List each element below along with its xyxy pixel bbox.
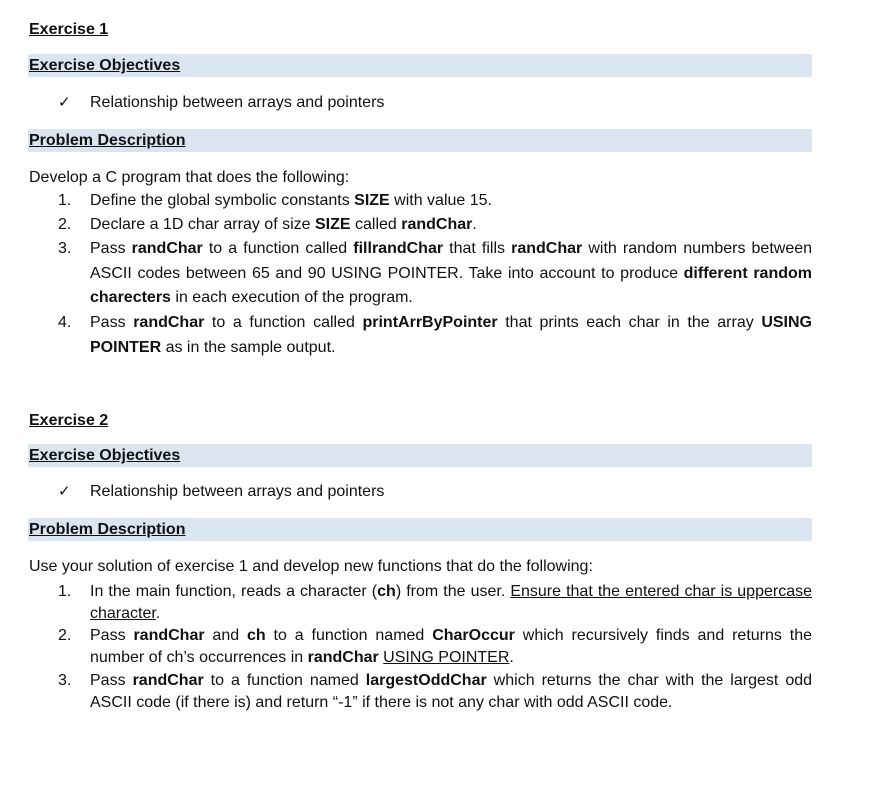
exercise-1-objective: Relationship between arrays and pointers bbox=[90, 94, 385, 111]
list-item bbox=[90, 670, 812, 714]
exercise-2-problem-band bbox=[28, 518, 812, 541]
list-item bbox=[90, 625, 812, 669]
exercise-2-intro: Use your solution of exercise 1 and develop new functions that do the following: bbox=[29, 558, 593, 575]
bold-text: different random charecters bbox=[90, 264, 812, 306]
exercise-2-objectives-band bbox=[28, 444, 812, 467]
exercise-1-problem-heading: Problem Description bbox=[29, 132, 186, 149]
underlined-text: USING POINTER bbox=[383, 649, 510, 666]
text-run: with random numbers between ASCII codes between 65 and 90 USING POINTER. Take into account to produce bbox=[90, 240, 813, 282]
list-item bbox=[90, 581, 812, 625]
list-item bbox=[90, 237, 812, 311]
text-run: to a function named bbox=[265, 627, 433, 644]
bold-text: ch bbox=[377, 583, 396, 600]
text-run: in each execution of the program. bbox=[170, 289, 413, 306]
exercise-2-problem-heading: Problem Description bbox=[29, 521, 186, 538]
text-run: as in the sample output. bbox=[161, 338, 336, 356]
text-run: Define the global symbolic constants bbox=[90, 192, 355, 209]
text-run: Declare a 1D char array of size bbox=[90, 216, 315, 233]
bold-text: CharOccur bbox=[432, 627, 515, 644]
exercise-1-objectives-heading: Exercise Objectives bbox=[29, 57, 181, 74]
exercise-1-objectives-band bbox=[28, 54, 812, 77]
text-run: to a function called bbox=[204, 314, 363, 331]
text-run: . bbox=[472, 216, 477, 233]
bold-text: ch bbox=[247, 627, 266, 644]
bold-text: randChar bbox=[511, 240, 583, 257]
exercise-1-problem-band bbox=[28, 129, 812, 152]
text-run: and bbox=[204, 627, 247, 644]
text-run: which returns the char with the largest odd ASCII code (if there is) and return “-1” if there is not any char with odd ASCII code. bbox=[90, 672, 813, 711]
text-run: that fills bbox=[443, 240, 512, 257]
text-run: Pass bbox=[90, 314, 134, 331]
list-item-number: 1. bbox=[58, 192, 72, 209]
bold-text: largestOddChar bbox=[365, 672, 487, 689]
text-run: Pass bbox=[90, 627, 134, 644]
list-item-number: 3. bbox=[58, 672, 72, 689]
check-icon: ✓ bbox=[58, 94, 71, 111]
list-item bbox=[90, 189, 812, 214]
text-run: which recursively finds and returns the number of ch’s occurrences in bbox=[90, 627, 812, 666]
text-run: Pass bbox=[90, 240, 132, 257]
bold-text: SIZE bbox=[354, 192, 390, 209]
bold-text: randChar bbox=[133, 627, 205, 644]
exercise-2-title: Exercise 2 bbox=[29, 412, 109, 429]
list-item-number: 2. bbox=[58, 627, 72, 644]
text-run: ) from the user. bbox=[395, 583, 511, 600]
bold-text: randChar bbox=[401, 216, 473, 233]
underlined-text: Ensure that the entered char is uppercase character bbox=[90, 583, 812, 622]
list-item bbox=[90, 311, 812, 360]
bold-text: randChar bbox=[132, 672, 204, 689]
text-run: with value 15. bbox=[389, 192, 492, 209]
list-item-number: 4. bbox=[58, 314, 72, 331]
text-run: called bbox=[350, 216, 402, 233]
text-run: . bbox=[509, 649, 514, 666]
bold-text: randChar bbox=[133, 314, 205, 331]
list-item-number: 1. bbox=[58, 583, 72, 600]
exercise-2-objective: Relationship between arrays and pointers bbox=[90, 483, 385, 500]
text-run: to a function named bbox=[203, 672, 366, 689]
text-run: that prints each char in the array bbox=[497, 314, 762, 331]
list-item-number: 3. bbox=[58, 240, 72, 257]
bold-text: USING POINTER bbox=[90, 314, 812, 356]
bold-text: SIZE bbox=[314, 216, 351, 233]
bold-text: randChar bbox=[131, 240, 203, 257]
exercise-2-objectives-heading: Exercise Objectives bbox=[29, 447, 181, 464]
exercise-1-intro: Develop a C program that does the following: bbox=[29, 169, 350, 186]
list-item-number: 2. bbox=[58, 216, 72, 233]
bold-text: randChar bbox=[307, 649, 379, 666]
text-run: . bbox=[155, 605, 161, 622]
bold-text: printArrByPointer bbox=[362, 314, 498, 331]
text-run: Pass bbox=[90, 672, 133, 689]
list-item bbox=[90, 213, 812, 238]
exercise-1-title: Exercise 1 bbox=[29, 21, 109, 38]
text-run: In the main function, reads a character ( bbox=[90, 583, 378, 600]
check-icon: ✓ bbox=[58, 483, 71, 500]
text-run: to a function called bbox=[202, 240, 354, 257]
bold-text: fillrandChar bbox=[353, 240, 444, 257]
